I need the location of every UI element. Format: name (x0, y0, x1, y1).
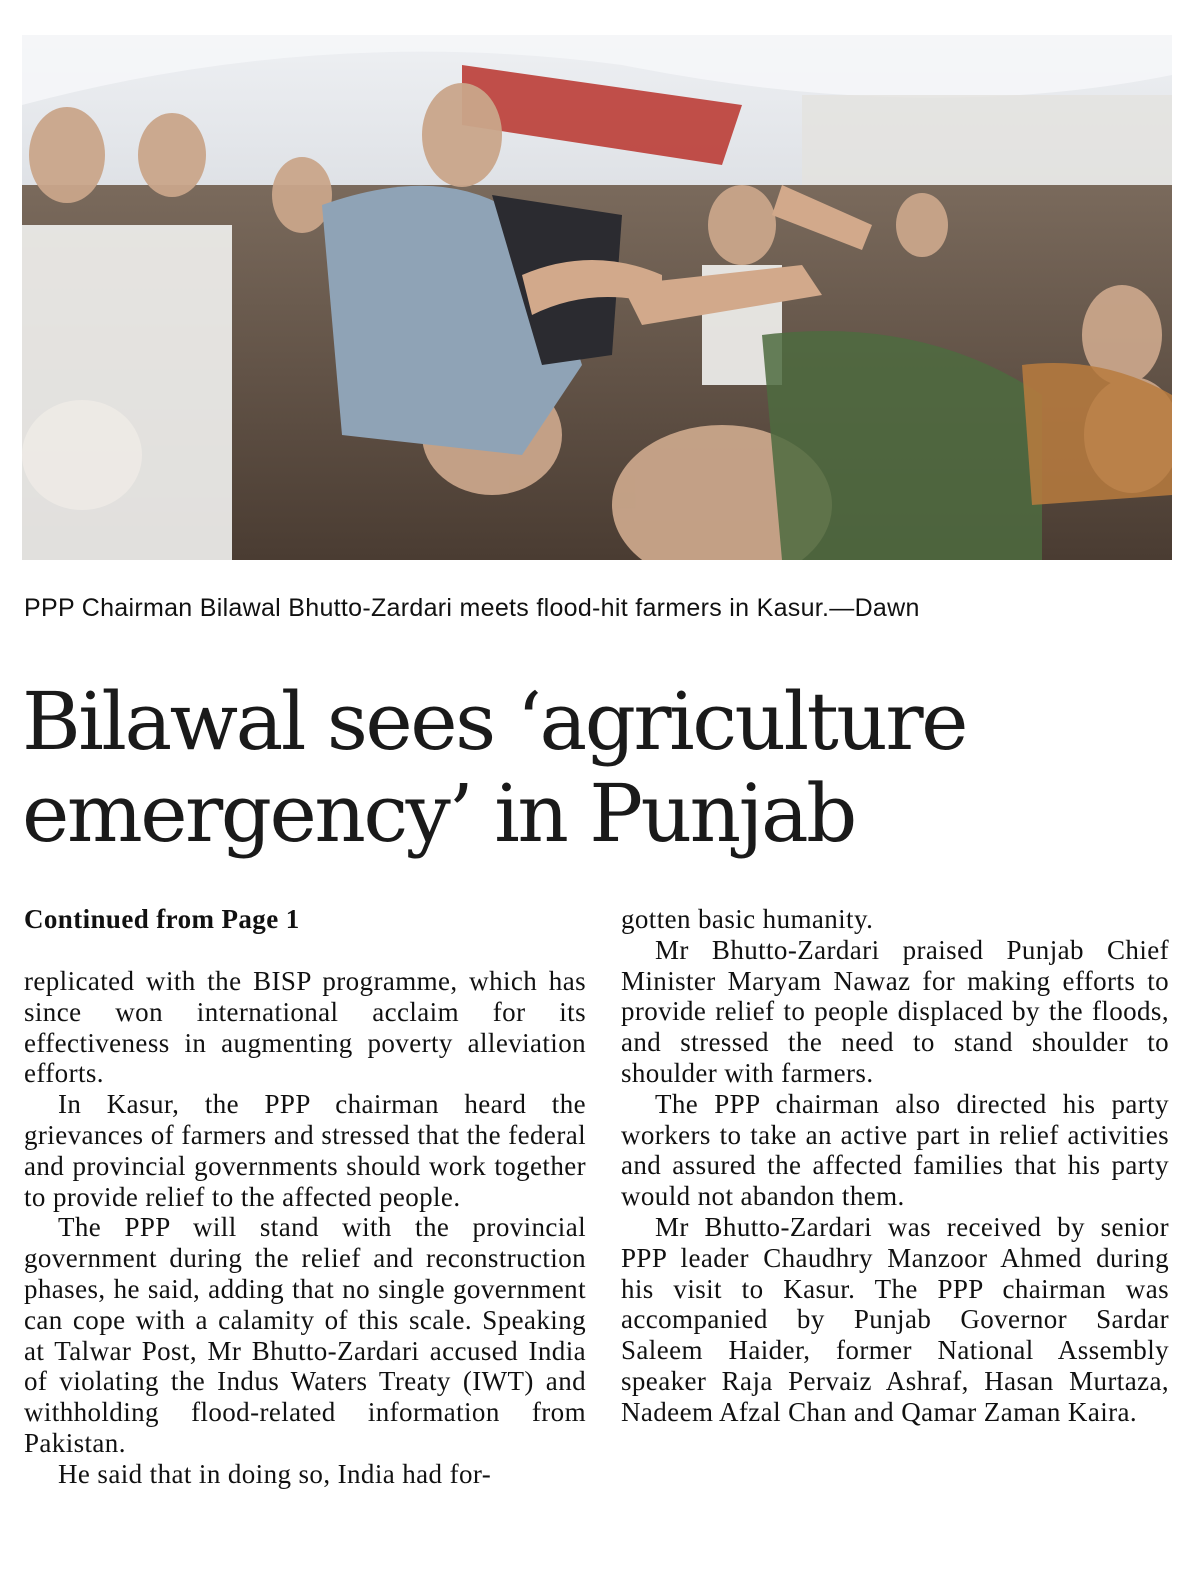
paragraph: The PPP chairman also directed his party workers to take an active part in relief activities and assured the affected families that his party would not abandon them. (621, 1088, 1169, 1212)
paragraph: Mr Bhutto-Zardari praised Punjab Chief Minister Maryam Nawaz for making efforts to provide relief to people displaced by the floods, and stressed the need to stand shoulder to shoulder with farmers. (621, 934, 1169, 1088)
article-column-left (24, 902, 586, 1490)
paragraph: replicated with the BISP programme, which has since won international acclaim for its effectiveness in augmenting poverty alleviation efforts. (24, 966, 586, 1089)
continued-kicker: Continued from Page 1 (24, 904, 300, 934)
headline (22, 676, 1172, 860)
photo-illustration (22, 35, 1172, 560)
paragraph: In Kasur, the PPP chairman heard the grievances of farmers and stressed that the federal and provincial governments should work together to provide relief to the affected people. (24, 1089, 586, 1212)
paragraph: gotten basic humanity. (621, 904, 874, 934)
news-photo (22, 35, 1172, 560)
paragraph: He said that in doing so, India had for- (58, 1458, 492, 1489)
photo-caption: PPP Chairman Bilawal Bhutto-Zardari meets flood-hit farmers in Kasur.—Dawn (24, 594, 920, 622)
paragraph: Mr Bhutto-Zardari was received by senior PPP leader Chaudhry Manzoor Ahmed during his visit to Kasur. The PPP chairman was accompanied by Punjab Governor Sardar Saleem Haider, former National Assembly speaker Raja Pervaiz Ashraf, Hasan Murtaza, Nadeem Afzal Chan and Qamar Zaman Kaira. (621, 1211, 1169, 1427)
paragraph: The PPP will stand with the provincial government during the relief and reconstruction phases, he said, adding that no single government can cope with a calamity of this scale. Speaking at Talwar Post, Mr Bhutto-Zardari accused India of violating the Indus Waters Treaty (IWT) and withholding flood-related information from Pakistan. (24, 1212, 586, 1458)
headline-line-2: emergency’ in Punjab (22, 767, 855, 860)
headline-line-1: Bilawal sees ‘agriculture (22, 675, 966, 768)
article-column-right (621, 904, 1169, 1428)
